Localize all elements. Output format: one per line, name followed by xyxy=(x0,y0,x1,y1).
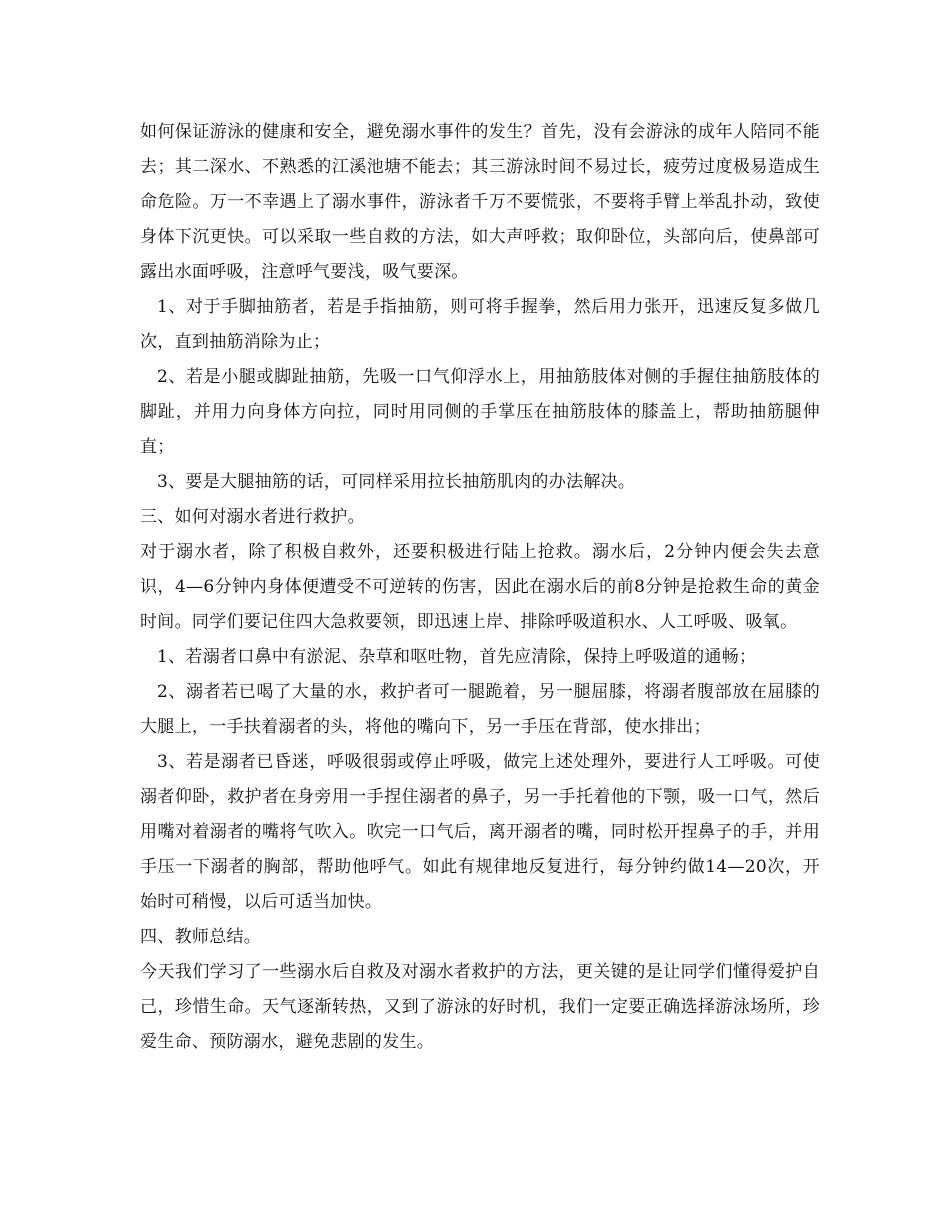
rescue-item-2: 2、溺者若已喝了大量的水，救护者可一腿跪着，另一腿屈膝，将溺者腹部放在屈膝的大腿上，一手扶着溺者的头，将他的嘴向下，另一手压在背部，使水排出； xyxy=(140,682,820,737)
self-rescue-item-1: 1、对于手脚抽筋者，若是手指抽筋，则可将手握拳，然后用力张开，迅速反复多做几次，直到抽筋消除为止； xyxy=(140,297,820,352)
rescue-item-1: 1、若溺者口鼻中有淤泥、杂草和呕吐物，首先应清除，保持上呼吸道的通畅； xyxy=(157,647,757,667)
document-body xyxy=(140,115,820,1060)
rescue-intro-paragraph: 对于溺水者，除了积极自救外，还要积极进行陆上抢救。溺水后，2分钟内便会失去意识，4—6分钟内身体便遭受不可逆转的伤害，因此在溺水后的前8分钟是抢救生命的黄金时间。同学们要记住四大急救要领，即迅速上岸、排除呼吸道积水、人工呼吸、吸氧。 xyxy=(140,542,820,632)
intro-paragraph: 如何保证游泳的健康和安全，避免溺水事件的发生？首先，没有会游泳的成年人陪同不能去；其二深水、不熟悉的江溪池塘不能去；其三游泳时间不易过长，疲劳过度极易造成生命危险。万一不幸遇上了溺水事件，游泳者千万不要慌张，不要将手臂上举乱扑动，致使身体下沉更快。可以采取一些自救的方法，如大声呼救；取仰卧位，头部向后，使鼻部可露出水面呼吸，注意呼气要浅，吸气要深。 xyxy=(140,122,820,282)
rescue-item-3: 3、若是溺者已昏迷，呼吸很弱或停止呼吸，做完上述处理外，要进行人工呼吸。可使溺者仰卧，救护者在身旁用一手捏住溺者的鼻子，另一手托着他的下颚，吸一口气，然后用嘴对着溺者的嘴将气吹入。吹完一口气后，离开溺者的嘴，同时松开捏鼻子的手，并用手压一下溺者的胸部，帮助他呼气。如此有规律地反复进行，每分钟约做14—20次，开始时可稍慢，以后可适当加快。 xyxy=(140,752,820,912)
section-heading-summary: 四、教师总结。 xyxy=(140,927,262,947)
self-rescue-item-3: 3、要是大腿抽筋的话，可同样采用拉长抽筋肌肉的办法解决。 xyxy=(157,472,636,492)
section-heading-rescue: 三、如何对溺水者进行救护。 xyxy=(140,507,365,527)
self-rescue-item-2: 2、若是小腿或脚趾抽筋，先吸一口气仰浮水上，用抽筋肢体对侧的手握住抽筋肢体的脚趾，并用力向身体方向拉，同时用同侧的手掌压在抽筋肢体的膝盖上，帮助抽筋腿伸直； xyxy=(140,367,820,457)
summary-paragraph: 今天我们学习了一些溺水后自救及对溺水者救护的方法，更关键的是让同学们懂得爱护自己，珍惜生命。天气逐渐转热，又到了游泳的好时机，我们一定要正确选择游泳场所，珍爱生命、预防溺水，避免悲剧的发生。 xyxy=(140,962,820,1052)
